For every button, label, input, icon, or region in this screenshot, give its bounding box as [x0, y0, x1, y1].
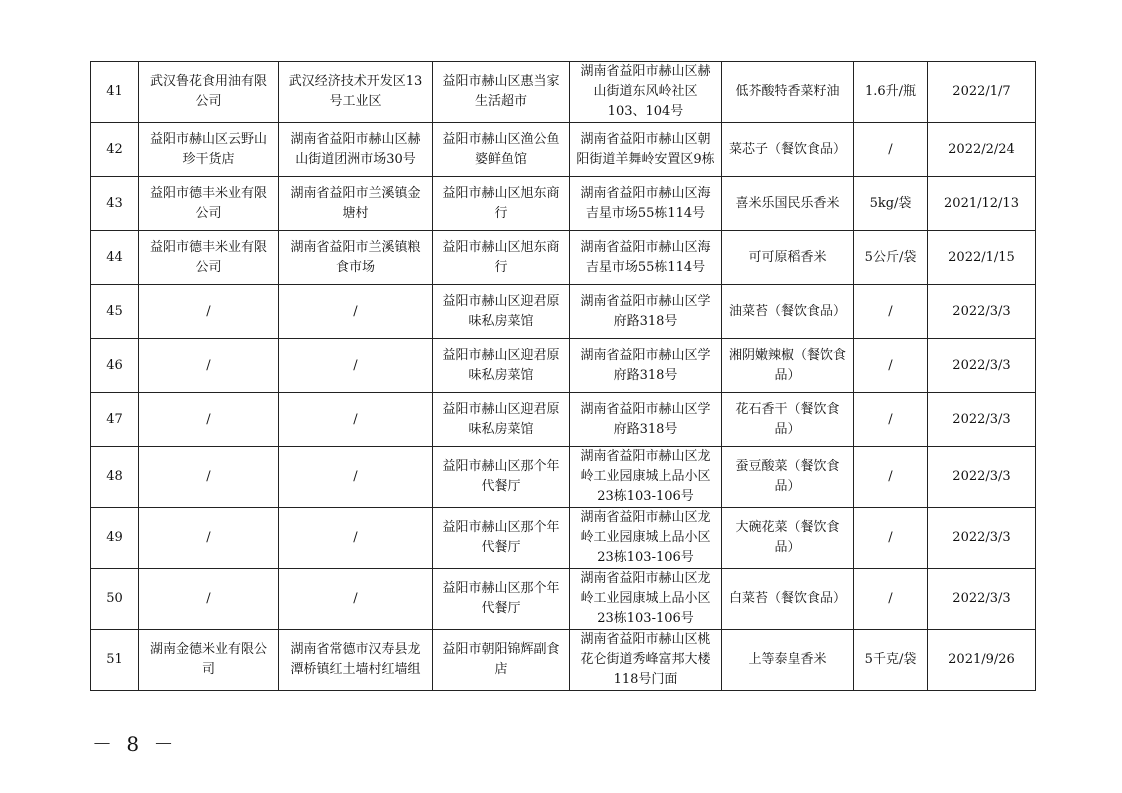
seller-address: 湖南省益阳市赫山区龙岭工业园康城上品小区23栋103-106号 [570, 447, 722, 508]
product-name: 大碗花菜（餐饮食品） [722, 508, 854, 569]
row-number: 48 [91, 447, 139, 508]
producer-name: 益阳市赫山区云野山珍干货店 [139, 123, 279, 177]
producer-name: / [139, 339, 279, 393]
seller-address: 湖南省益阳市赫山区朝阳街道羊舞岭安置区9栋 [570, 123, 722, 177]
production-date: 2022/1/15 [928, 231, 1036, 285]
production-date: 2022/3/3 [928, 393, 1036, 447]
producer-name: / [139, 569, 279, 630]
seller-address: 湖南省益阳市赫山区学府路318号 [570, 339, 722, 393]
production-date: 2022/3/3 [928, 285, 1036, 339]
seller-address: 湖南省益阳市赫山区学府路318号 [570, 393, 722, 447]
table-row [91, 508, 1036, 569]
page-number: － 8 － [92, 732, 178, 756]
specification: / [854, 123, 928, 177]
seller-name: 益阳市赫山区旭东商行 [433, 177, 570, 231]
row-number: 41 [91, 62, 139, 123]
seller-address: 湖南省益阳市赫山区海吉星市场55栋114号 [570, 177, 722, 231]
seller-name: 益阳市赫山区迎君原味私房菜馆 [433, 393, 570, 447]
table-row [91, 285, 1036, 339]
table-row [91, 339, 1036, 393]
product-name: 低芥酸特香菜籽油 [722, 62, 854, 123]
product-name: 湘阴嫩辣椒（餐饮食品） [722, 339, 854, 393]
seller-name: 益阳市赫山区迎君原味私房菜馆 [433, 285, 570, 339]
row-number: 49 [91, 508, 139, 569]
seller-name: 益阳市赫山区旭东商行 [433, 231, 570, 285]
production-date: 2022/2/24 [928, 123, 1036, 177]
producer-address: / [279, 508, 433, 569]
production-date: 2022/1/7 [928, 62, 1036, 123]
producer-name: / [139, 508, 279, 569]
specification: 5公斤/袋 [854, 231, 928, 285]
specification: 5千克/袋 [854, 630, 928, 691]
specification: / [854, 339, 928, 393]
specification: 5kg/袋 [854, 177, 928, 231]
seller-name: 益阳市朝阳锦辉副食店 [433, 630, 570, 691]
row-number: 50 [91, 569, 139, 630]
table-row [91, 630, 1036, 691]
seller-address: 湖南省益阳市赫山区龙岭工业园康城上品小区23栋103-106号 [570, 569, 722, 630]
production-date: 2022/3/3 [928, 508, 1036, 569]
row-number: 45 [91, 285, 139, 339]
specification: / [854, 508, 928, 569]
production-date: 2022/3/3 [928, 569, 1036, 630]
product-name: 蚕豆酸菜（餐饮食品） [722, 447, 854, 508]
production-date: 2021/9/26 [928, 630, 1036, 691]
product-name: 花石香干（餐饮食品） [722, 393, 854, 447]
specification: 1.6升/瓶 [854, 62, 928, 123]
row-number: 42 [91, 123, 139, 177]
product-name: 上等泰皇香米 [722, 630, 854, 691]
producer-address: / [279, 447, 433, 508]
seller-address: 湖南省益阳市赫山区龙岭工业园康城上品小区23栋103-106号 [570, 508, 722, 569]
table-row [91, 62, 1036, 123]
seller-name: 益阳市赫山区那个年代餐厅 [433, 508, 570, 569]
production-date: 2022/3/3 [928, 447, 1036, 508]
production-date: 2022/3/3 [928, 339, 1036, 393]
producer-address: 湖南省益阳市兰溪镇粮食市场 [279, 231, 433, 285]
producer-name: / [139, 447, 279, 508]
producer-address: / [279, 285, 433, 339]
table-row [91, 123, 1036, 177]
seller-address: 湖南省益阳市赫山区赫山街道东风岭社区103、104号 [570, 62, 722, 123]
producer-address: 湖南省益阳市兰溪镇金塘村 [279, 177, 433, 231]
producer-address: / [279, 393, 433, 447]
producer-name: 湖南金德米业有限公司 [139, 630, 279, 691]
table-row [91, 569, 1036, 630]
producer-name: / [139, 393, 279, 447]
product-name: 油菜苔（餐饮食品） [722, 285, 854, 339]
specification: / [854, 569, 928, 630]
seller-name: 益阳市赫山区迎君原味私房菜馆 [433, 339, 570, 393]
table-row [91, 177, 1036, 231]
producer-address: 湖南省益阳市赫山区赫山街道团洲市场30号 [279, 123, 433, 177]
producer-address: / [279, 569, 433, 630]
seller-name: 益阳市赫山区那个年代餐厅 [433, 569, 570, 630]
seller-name: 益阳市赫山区那个年代餐厅 [433, 447, 570, 508]
sampling-results-table [90, 61, 1036, 691]
row-number: 43 [91, 177, 139, 231]
producer-name: 武汉鲁花食用油有限公司 [139, 62, 279, 123]
producer-address: / [279, 339, 433, 393]
row-number: 47 [91, 393, 139, 447]
seller-address: 湖南省益阳市赫山区海吉星市场55栋114号 [570, 231, 722, 285]
table-row [91, 447, 1036, 508]
specification: / [854, 447, 928, 508]
table-row [91, 393, 1036, 447]
seller-name: 益阳市赫山区渔公鱼婆鲜鱼馆 [433, 123, 570, 177]
producer-address: 湖南省常德市汉寿县龙潭桥镇红土墙村红墙组 [279, 630, 433, 691]
product-name: 菜芯子（餐饮食品） [722, 123, 854, 177]
product-name: 喜米乐国民乐香米 [722, 177, 854, 231]
production-date: 2021/12/13 [928, 177, 1036, 231]
table-row [91, 231, 1036, 285]
specification: / [854, 285, 928, 339]
specification: / [854, 393, 928, 447]
producer-name: 益阳市德丰米业有限公司 [139, 177, 279, 231]
producer-name: / [139, 285, 279, 339]
seller-address: 湖南省益阳市赫山区学府路318号 [570, 285, 722, 339]
seller-address: 湖南省益阳市赫山区桃花仑街道秀峰富邦大楼118号门面 [570, 630, 722, 691]
producer-name: 益阳市德丰米业有限公司 [139, 231, 279, 285]
row-number: 44 [91, 231, 139, 285]
producer-address: 武汉经济技术开发区13号工业区 [279, 62, 433, 123]
product-name: 白菜苔（餐饮食品） [722, 569, 854, 630]
row-number: 46 [91, 339, 139, 393]
row-number: 51 [91, 630, 139, 691]
product-name: 可可原稻香米 [722, 231, 854, 285]
seller-name: 益阳市赫山区惠当家生活超市 [433, 62, 570, 123]
